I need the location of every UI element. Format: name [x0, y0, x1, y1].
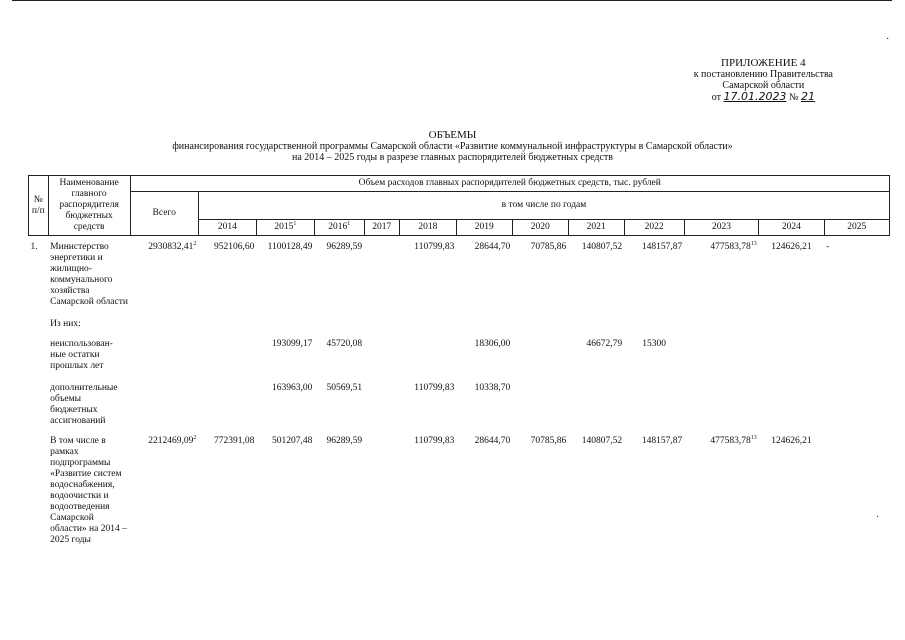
title-heading: ОБЪЕМЫ [428, 129, 477, 141]
annex-header [694, 58, 833, 103]
title-line3: на 2014 – 2025 годы в разрезе главных распорядителей бюджетных средств [291, 152, 614, 163]
cell-2021: 140807,52 [581, 436, 623, 446]
cell-2018: 110799,83 [414, 242, 455, 252]
table-row [29, 236, 890, 310]
cell-2014: 772391,08 [214, 436, 255, 446]
row-name: Из них: [50, 319, 81, 329]
annex-line2: к постановлению Правительства [693, 69, 833, 80]
cell-total: 2930832,41$^2$ [148, 240, 197, 252]
annex-line3: Самарской области [722, 80, 805, 91]
header-year: 2016$^1$ [314, 220, 364, 236]
cell-2016: 45720,08 [326, 339, 363, 349]
date-prefix: от [711, 92, 721, 103]
financing-table [28, 175, 890, 547]
scan-speck: · [886, 34, 890, 45]
cell-2015: 1100128,49 [267, 242, 313, 252]
cell-2017 [364, 236, 399, 310]
cell-2016: 96289,59 [326, 242, 363, 252]
header-year: 2021 [568, 220, 624, 236]
cell-total: 2212469,09$^2$ [148, 434, 197, 446]
cell-2019: 18306,00 [474, 339, 511, 349]
cell-2015: 193099,17 [272, 339, 313, 349]
header-year: 2018 [399, 220, 456, 236]
cell-2016: 96289,59 [326, 436, 363, 446]
header-num: № п/п [29, 176, 49, 236]
annex-date-line [694, 91, 833, 103]
cell-2023: 477583,78$^{13}$ [710, 240, 757, 252]
cell-2016: 50569,51 [326, 383, 363, 393]
table-row [29, 428, 890, 547]
cell-2021: 46672,79 [586, 339, 623, 349]
cell-2024: 124626,21 [771, 436, 812, 446]
cell-2020: 70785,86 [530, 436, 567, 446]
number-value: 21 [800, 90, 815, 103]
header-year: 2025 [824, 220, 889, 236]
document-title [0, 130, 905, 163]
cell-2018: 110799,83 [414, 436, 455, 446]
cell-2023: 477583,78$^{13}$ [710, 434, 757, 446]
date-value: 17.01.2023 [723, 90, 787, 103]
cell-2019: 28644,70 [474, 436, 511, 446]
header-year: 2023 [684, 220, 759, 236]
header-total: Всего [130, 192, 198, 236]
header-year: 2019 [456, 220, 512, 236]
header-year: 2022 [624, 220, 684, 236]
header-year: 2020 [512, 220, 568, 236]
cell-2020: 70785,86 [530, 242, 567, 252]
row-name: дополнительные объемы бюджетных ассигнований [50, 383, 118, 426]
row-num: 1. [30, 242, 38, 252]
annex-title: ПРИЛОЖЕНИЕ 4 [721, 57, 806, 69]
table-row [29, 373, 890, 428]
row-name: неиспользован-ные остатки прошлых лет [50, 339, 113, 371]
header-volume: Объем расходов главных распорядителей бюджетных средств, тыс. рублей [130, 176, 889, 192]
scan-speck: · [876, 512, 880, 523]
cell-2021: 140807,52 [581, 242, 623, 252]
table-row [29, 309, 890, 331]
title-line2: финансирования государственной программы Самарской области «Развитие коммунальной инфраструктуры в Самарской области» [172, 141, 733, 152]
header-year: 2017 [364, 220, 399, 236]
cell-2024: 124626,21 [771, 242, 812, 252]
header-years-group: в том числе по годам [198, 192, 889, 220]
cell-2014: 952106,60 [214, 242, 255, 252]
cell-2019: 10338,70 [474, 383, 511, 393]
cell-2015: 163963,00 [272, 383, 313, 393]
header-year: 2015$^1$ [256, 220, 314, 236]
cell-2022: 148157,87 [641, 242, 683, 252]
number-prefix: № [788, 92, 799, 103]
cell-2022: 148157,87 [641, 436, 683, 446]
header-year: 2014 [198, 220, 256, 236]
cell-2015: 501207,48 [272, 436, 313, 446]
header-year: 2024 [759, 220, 824, 236]
row-name: Министерство энергетики и жилищно-коммунального хозяйства Самарской области [50, 242, 128, 307]
cell-2019: 28644,70 [474, 242, 511, 252]
cell-2022: 15300 [642, 339, 667, 349]
top-rule [12, 0, 892, 1]
table-row [29, 331, 890, 373]
header-name: Наименование главного распорядителя бюджетных средств [48, 176, 130, 236]
cell-2025: - [826, 242, 830, 252]
cell-2018: 110799,83 [414, 383, 455, 393]
row-name: В том числе в рамках подпрограммы «Развитие систем водоснабжения, водоочистки и водоотведения Самарской области» на 2014 – 2025 годы [50, 436, 127, 545]
